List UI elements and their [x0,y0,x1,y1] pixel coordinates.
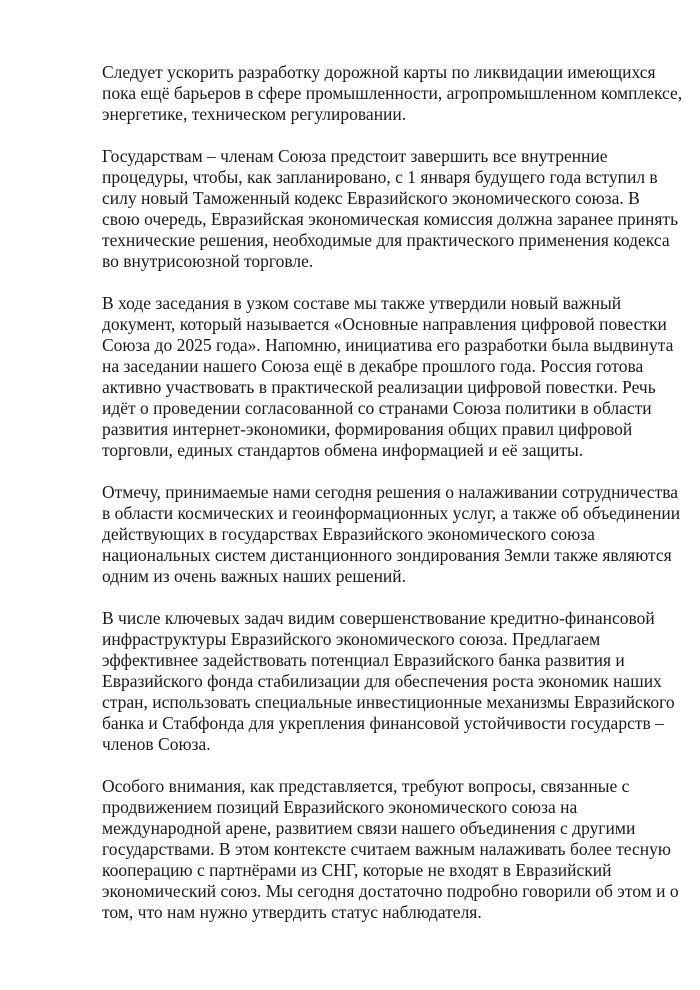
text-line: национальных систем дистанционного зондирования Земли также являются [102,545,672,565]
text-line: во внутрисоюзной торговле. [102,251,314,271]
text-line: пока ещё барьеров в сфере промышленности, агропромышленном комплексе, [102,83,683,103]
text-line: свою очередь, Евразийская экономическая комиссия должна заранее принять [102,209,679,229]
text-line: одним из очень важных наших решений. [102,566,407,586]
text-line: Особого внимания, как представляется, требуют вопросы, связанные с [102,776,630,796]
text-line: процедуры, чтобы, как запланировано, с 1 января будущего года вступил в [102,167,658,187]
text-line: том, что нам нужно утвердить статус наблюдателя. [102,902,482,922]
paragraph-6 [102,776,682,923]
text-line: действующих в государствах Евразийского экономического союза [102,524,595,544]
text-line: энергетике, техническом регулировании. [102,104,407,124]
paragraph-2 [102,146,682,272]
text-line: В ходе заседания в узком составе мы также утвердили новый важный [102,293,622,313]
document-body [102,62,682,944]
text-line: инфраструктуры Евразийского экономического союза. Предлагаем [102,629,601,649]
text-line: технические решения, необходимые для практического применения кодекса [102,230,670,250]
text-line: Евразийского фонда стабилизации для обеспечения роста экономик наших [102,671,662,691]
paragraph-5 [102,608,682,755]
text-line: государствами. В этом контексте считаем важным налаживать более тесную [102,839,671,859]
text-line: Отмечу, принимаемые нами сегодня решения о налаживании сотрудничества [102,482,679,502]
text-line: В числе ключевых задач видим совершенствование кредитно-финансовой [102,608,655,628]
text-line: Союза до 2025 года». Напомню, инициатива его разработки была выдвинута [102,335,674,355]
text-line: на заседании нашего Союза ещё в декабре прошлого года. Россия готова [102,356,644,376]
text-line: кооперацию с партнёрами из СНГ, которые не входят в Евразийский [102,860,612,880]
text-line: Государствам – членам Союза предстоит завершить все внутренние [102,146,608,166]
text-line: стран, использовать специальные инвестиционные механизмы Евразийского [102,692,675,712]
text-line: продвижением позиций Евразийского экономического союза на [102,797,578,817]
text-line: документ, который называется «Основные направления цифровой повестки [102,314,667,334]
text-line: идёт о проведении согласованной со странами Союза политики в области [102,398,652,418]
text-line: в области космических и геоинформационных услуг, а также об объединении [102,503,681,523]
paragraph-3 [102,293,682,461]
paragraph-1 [102,62,682,125]
text-line: членов Союза. [102,734,211,754]
text-line: банка и Стабфонда для укрепления финансовой устойчивости государств – [102,713,664,733]
text-line: активно участвовать в практической реализации цифровой повестки. Речь [102,377,656,397]
text-line: эффективнее задействовать потенциал Евразийского банка развития и [102,650,625,670]
text-line: силу новый Таможенный кодекс Евразийского экономического союза. В [102,188,640,208]
text-line: развития интернет-экономики, формирования общих правил цифровой [102,419,633,439]
text-line: международной арене, развитием связи нашего объединения с другими [102,818,636,838]
text-line: Следует ускорить разработку дорожной карты по ликвидации имеющихся [102,62,656,82]
text-line: торговли, единых стандартов обмена информацией и её защиты. [102,440,584,460]
text-line: экономический союз. Мы сегодня достаточно подробно говорили об этом и о [102,881,679,901]
paragraph-4 [102,482,682,587]
